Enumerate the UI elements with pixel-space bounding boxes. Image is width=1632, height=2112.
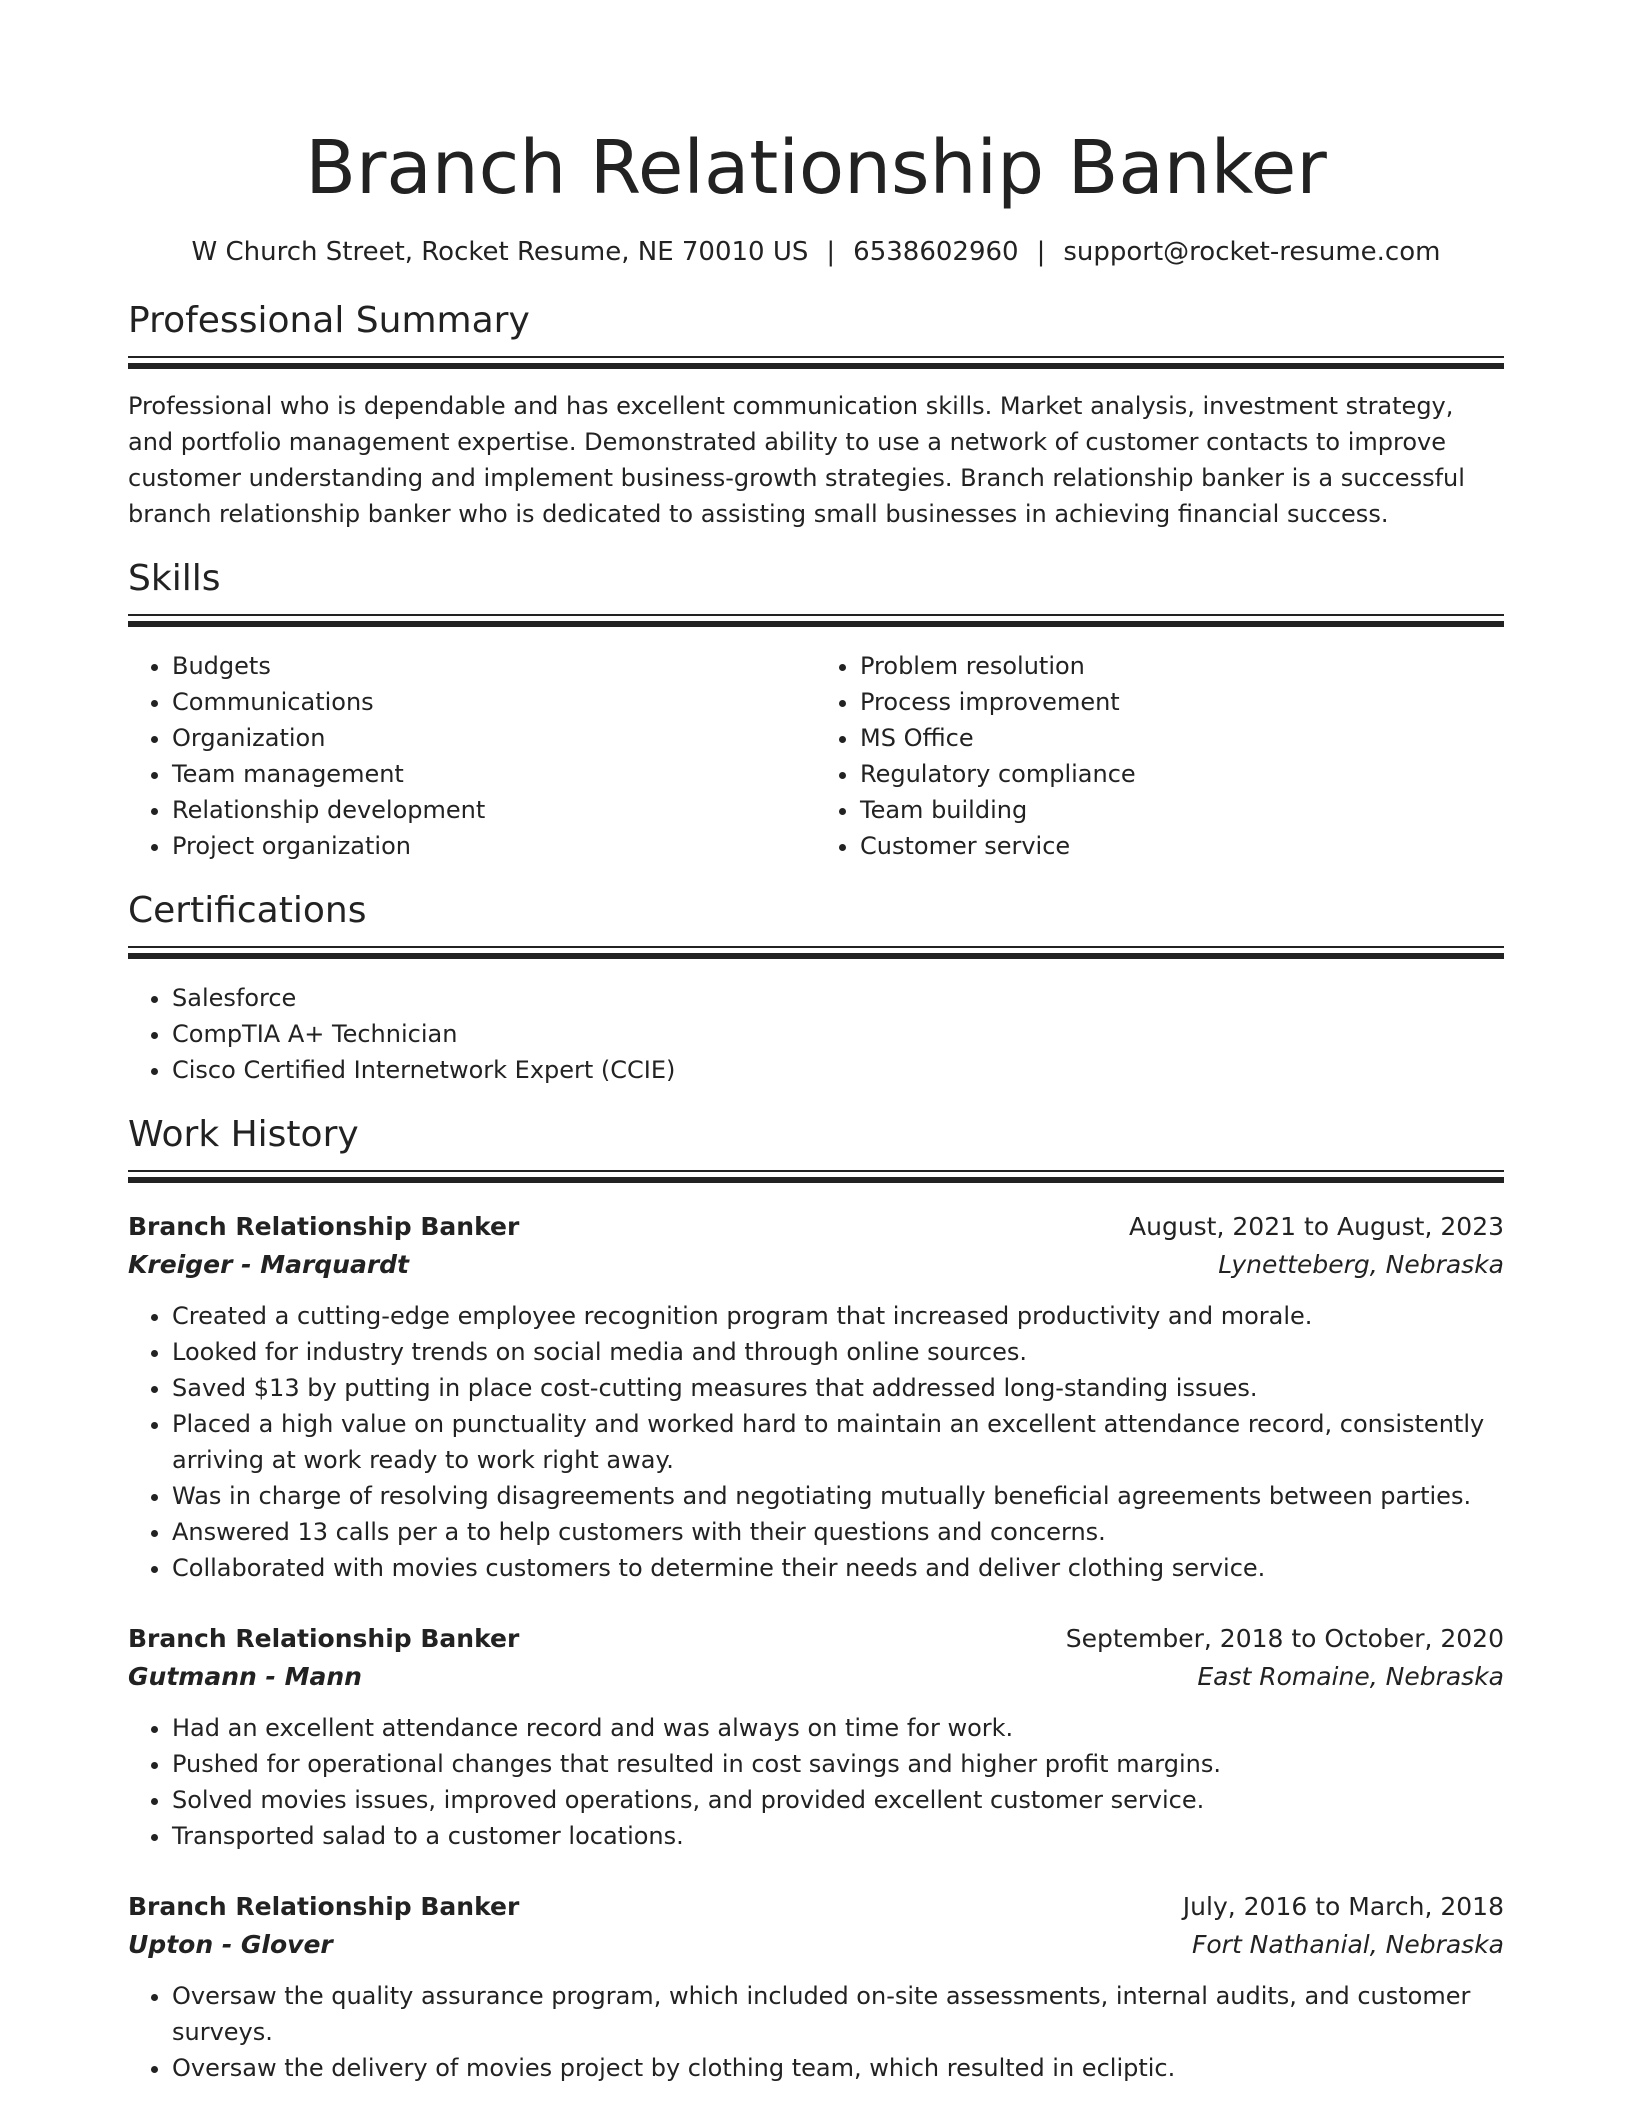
summary-text: Professional who is dependable and has excellent communication skills. Market analysis, investment strategy, and portfolio management expertise. Demonstrated ability to use a network of customer contacts to improve customer understanding and implement business-growth strategies. Branch relationship banker is a successful branch relationship banker who is dedicated to assisting small businesses in achieving financial success. — [128, 392, 1465, 528]
section-title-summary: Professional Summary — [128, 300, 530, 341]
job-bullet: • Looked for industry trends on social media and through online sources. — [172, 1334, 1504, 1370]
section-divider — [128, 614, 1504, 620]
contact-line — [128, 234, 1504, 270]
skill-item: • Organization — [172, 720, 816, 756]
job-bullets — [128, 1298, 1504, 1586]
job-bullet: • Placed a high value on punctuality and worked hard to maintain an excellent attendance record, consistently arriving at work ready to work right away. — [172, 1406, 1504, 1478]
job-entry — [128, 1620, 1504, 1854]
skill-item: • Project organization — [172, 828, 816, 864]
contact-phone: 6538602960 — [853, 237, 1019, 267]
job-bullet: • Pushed for operational changes that resulted in cost savings and higher profit margins. — [172, 1746, 1504, 1782]
skills-list-right — [816, 648, 1504, 864]
section-title-certifications: Certifications — [128, 890, 367, 931]
skills-grid — [128, 648, 1504, 864]
skill-item: • Budgets — [172, 648, 816, 684]
job-bullet: • Created a cutting-edge employee recognition program that increased productivity and morale. — [172, 1298, 1504, 1334]
job-location: Lynetteberg, Nebraska — [1218, 1250, 1504, 1279]
skill-item: • Communications — [172, 684, 816, 720]
job-bullet: • Collaborated with movies customers to determine their needs and deliver clothing service. — [172, 1550, 1504, 1586]
contact-separator: | — [826, 237, 836, 267]
job-bullet: • Was in charge of resolving disagreements and negotiating mutually beneficial agreements between parties. — [172, 1478, 1504, 1514]
contact-email: support@rocket-resume.com — [1063, 237, 1441, 267]
job-entry — [128, 1208, 1504, 1586]
certification-item: • Salesforce — [172, 980, 1504, 1016]
skill-item: • Process improvement — [860, 684, 1504, 720]
skill-item: • Problem resolution — [860, 648, 1504, 684]
contact-address: W Church Street, Rocket Resume, NE 70010 US — [191, 237, 809, 267]
certifications-list — [128, 980, 1504, 1088]
job-bullet: • Oversaw the delivery of movies project by clothing team, which resulted in ecliptic. — [172, 2050, 1504, 2086]
certification-item: • CompTIA A+ Technician — [172, 1016, 1504, 1052]
section-title-skills: Skills — [128, 558, 221, 599]
candidate-name: Branch Relationship Banker — [305, 125, 1327, 211]
job-dates: September, 2018 to October, 2020 — [1065, 1624, 1504, 1653]
job-company: Kreiger - Marquardt — [128, 1250, 410, 1279]
job-dates: July, 2016 to March, 2018 — [1182, 1892, 1504, 1921]
job-dates: August, 2021 to August, 2023 — [1129, 1212, 1504, 1241]
contact-separator: | — [1036, 237, 1046, 267]
summary-section — [128, 298, 1504, 532]
skill-item: • Customer service — [860, 828, 1504, 864]
certification-item: • Cisco Certified Internetwork Expert (CCIE) — [172, 1052, 1504, 1088]
section-divider — [128, 946, 1504, 952]
job-bullet: • Saved $13 by putting in place cost-cutting measures that addressed long-standing issues. — [172, 1370, 1504, 1406]
skill-item: • Regulatory compliance — [860, 756, 1504, 792]
section-divider — [128, 356, 1504, 362]
skills-list-left — [128, 648, 816, 864]
skill-item: • Team management — [172, 756, 816, 792]
skill-item: • MS Office — [860, 720, 1504, 756]
job-title: Branch Relationship Banker — [128, 1892, 520, 1921]
job-entry — [128, 1888, 1504, 2086]
job-bullet: • Had an excellent attendance record and was always on time for work. — [172, 1710, 1504, 1746]
job-location: Fort Nathanial, Nebraska — [1191, 1930, 1504, 1959]
skill-item: • Relationship development — [172, 792, 816, 828]
skill-item: • Team building — [860, 792, 1504, 828]
job-bullets — [128, 1710, 1504, 1854]
section-divider — [128, 1170, 1504, 1176]
job-bullet: • Transported salad to a customer locations. — [172, 1818, 1504, 1854]
job-title: Branch Relationship Banker — [128, 1624, 520, 1653]
certifications-section — [128, 888, 1504, 1088]
job-location: East Romaine, Nebraska — [1197, 1662, 1504, 1691]
job-bullet: • Solved movies issues, improved operations, and provided excellent customer service. — [172, 1782, 1504, 1818]
work-history-section — [128, 1112, 1504, 2086]
job-company: Gutmann - Mann — [128, 1662, 362, 1691]
job-bullet: • Oversaw the quality assurance program, which included on-site assessments, internal audits, and customer surveys. — [172, 1978, 1504, 2050]
job-title: Branch Relationship Banker — [128, 1212, 520, 1241]
job-bullet: • Answered 13 calls per a to help customers with their questions and concerns. — [172, 1514, 1504, 1550]
job-bullets — [128, 1978, 1504, 2086]
job-company: Upton - Glover — [128, 1930, 333, 1959]
section-title-work-history: Work History — [128, 1114, 359, 1155]
skills-section — [128, 556, 1504, 864]
